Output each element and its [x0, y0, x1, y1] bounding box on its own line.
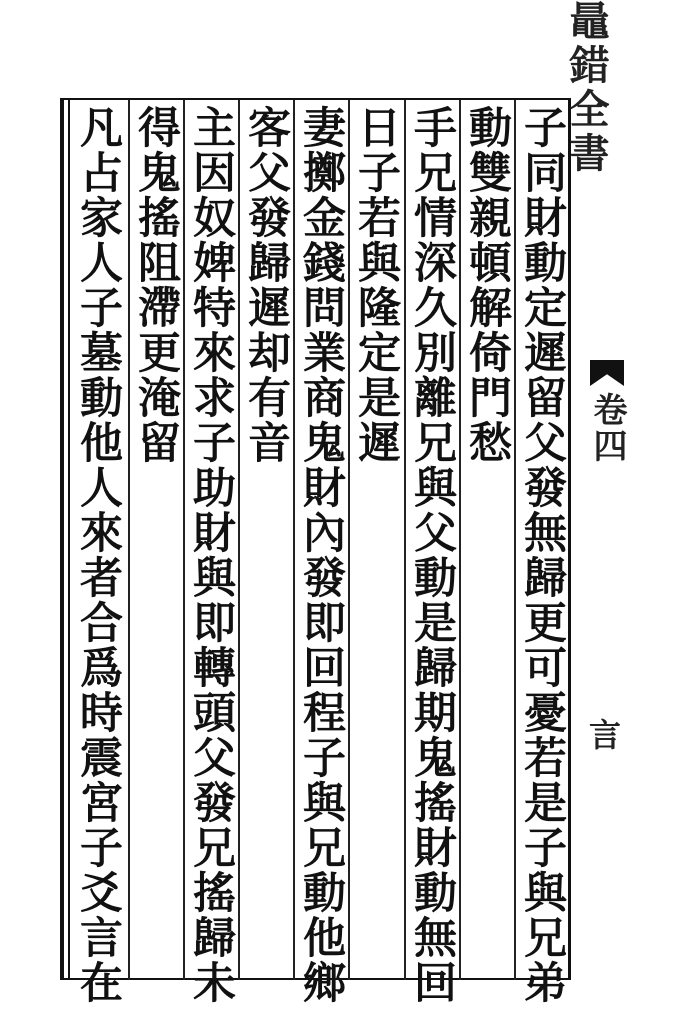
margin-page-number: 言 [584, 718, 622, 750]
text-column-7 [185, 105, 237, 1005]
text-column-1 [516, 105, 568, 1005]
column-text: 凡占家人子墓動他人來者合爲時震宮子爻言在 [73, 105, 123, 1005]
column-text: 子同財動定遲留父發無歸更可憂若是子與兄弟 [517, 105, 567, 1005]
column-text: 得鬼搖阻滯更淹留 [131, 105, 181, 465]
column-text: 妻擲金錢問業商鬼財內發即回程子與兄動他鄉 [296, 105, 346, 1005]
text-column-3 [406, 105, 458, 1005]
frame-inner-left-border [68, 98, 70, 980]
column-text: 客父發歸遲却有音 [241, 105, 291, 465]
frame-top-rule [60, 98, 570, 100]
text-column-2 [461, 105, 513, 975]
text-column-6 [240, 105, 292, 975]
fish-tail-mark [590, 360, 624, 386]
margin-book-title: 鼂錯全書 [563, 0, 610, 176]
text-column-4 [350, 105, 402, 975]
text-column-9 [72, 105, 124, 1005]
column-text: 手兄情深久別離兄與父動是歸期鬼搖財動無回 [407, 105, 457, 1005]
column-text: 日子若與隆定是遲 [351, 105, 401, 465]
text-column-5 [295, 105, 347, 1005]
margin-juan-label: 卷四 [587, 392, 627, 464]
column-text: 動雙親頓解倚門愁 [462, 105, 512, 465]
column-text: 主因奴婢特來求子助財與即轉頭父發兄搖歸未 [186, 105, 236, 1005]
frame-right-border [568, 98, 571, 980]
text-column-8 [130, 105, 182, 975]
frame-left-border [60, 98, 64, 980]
